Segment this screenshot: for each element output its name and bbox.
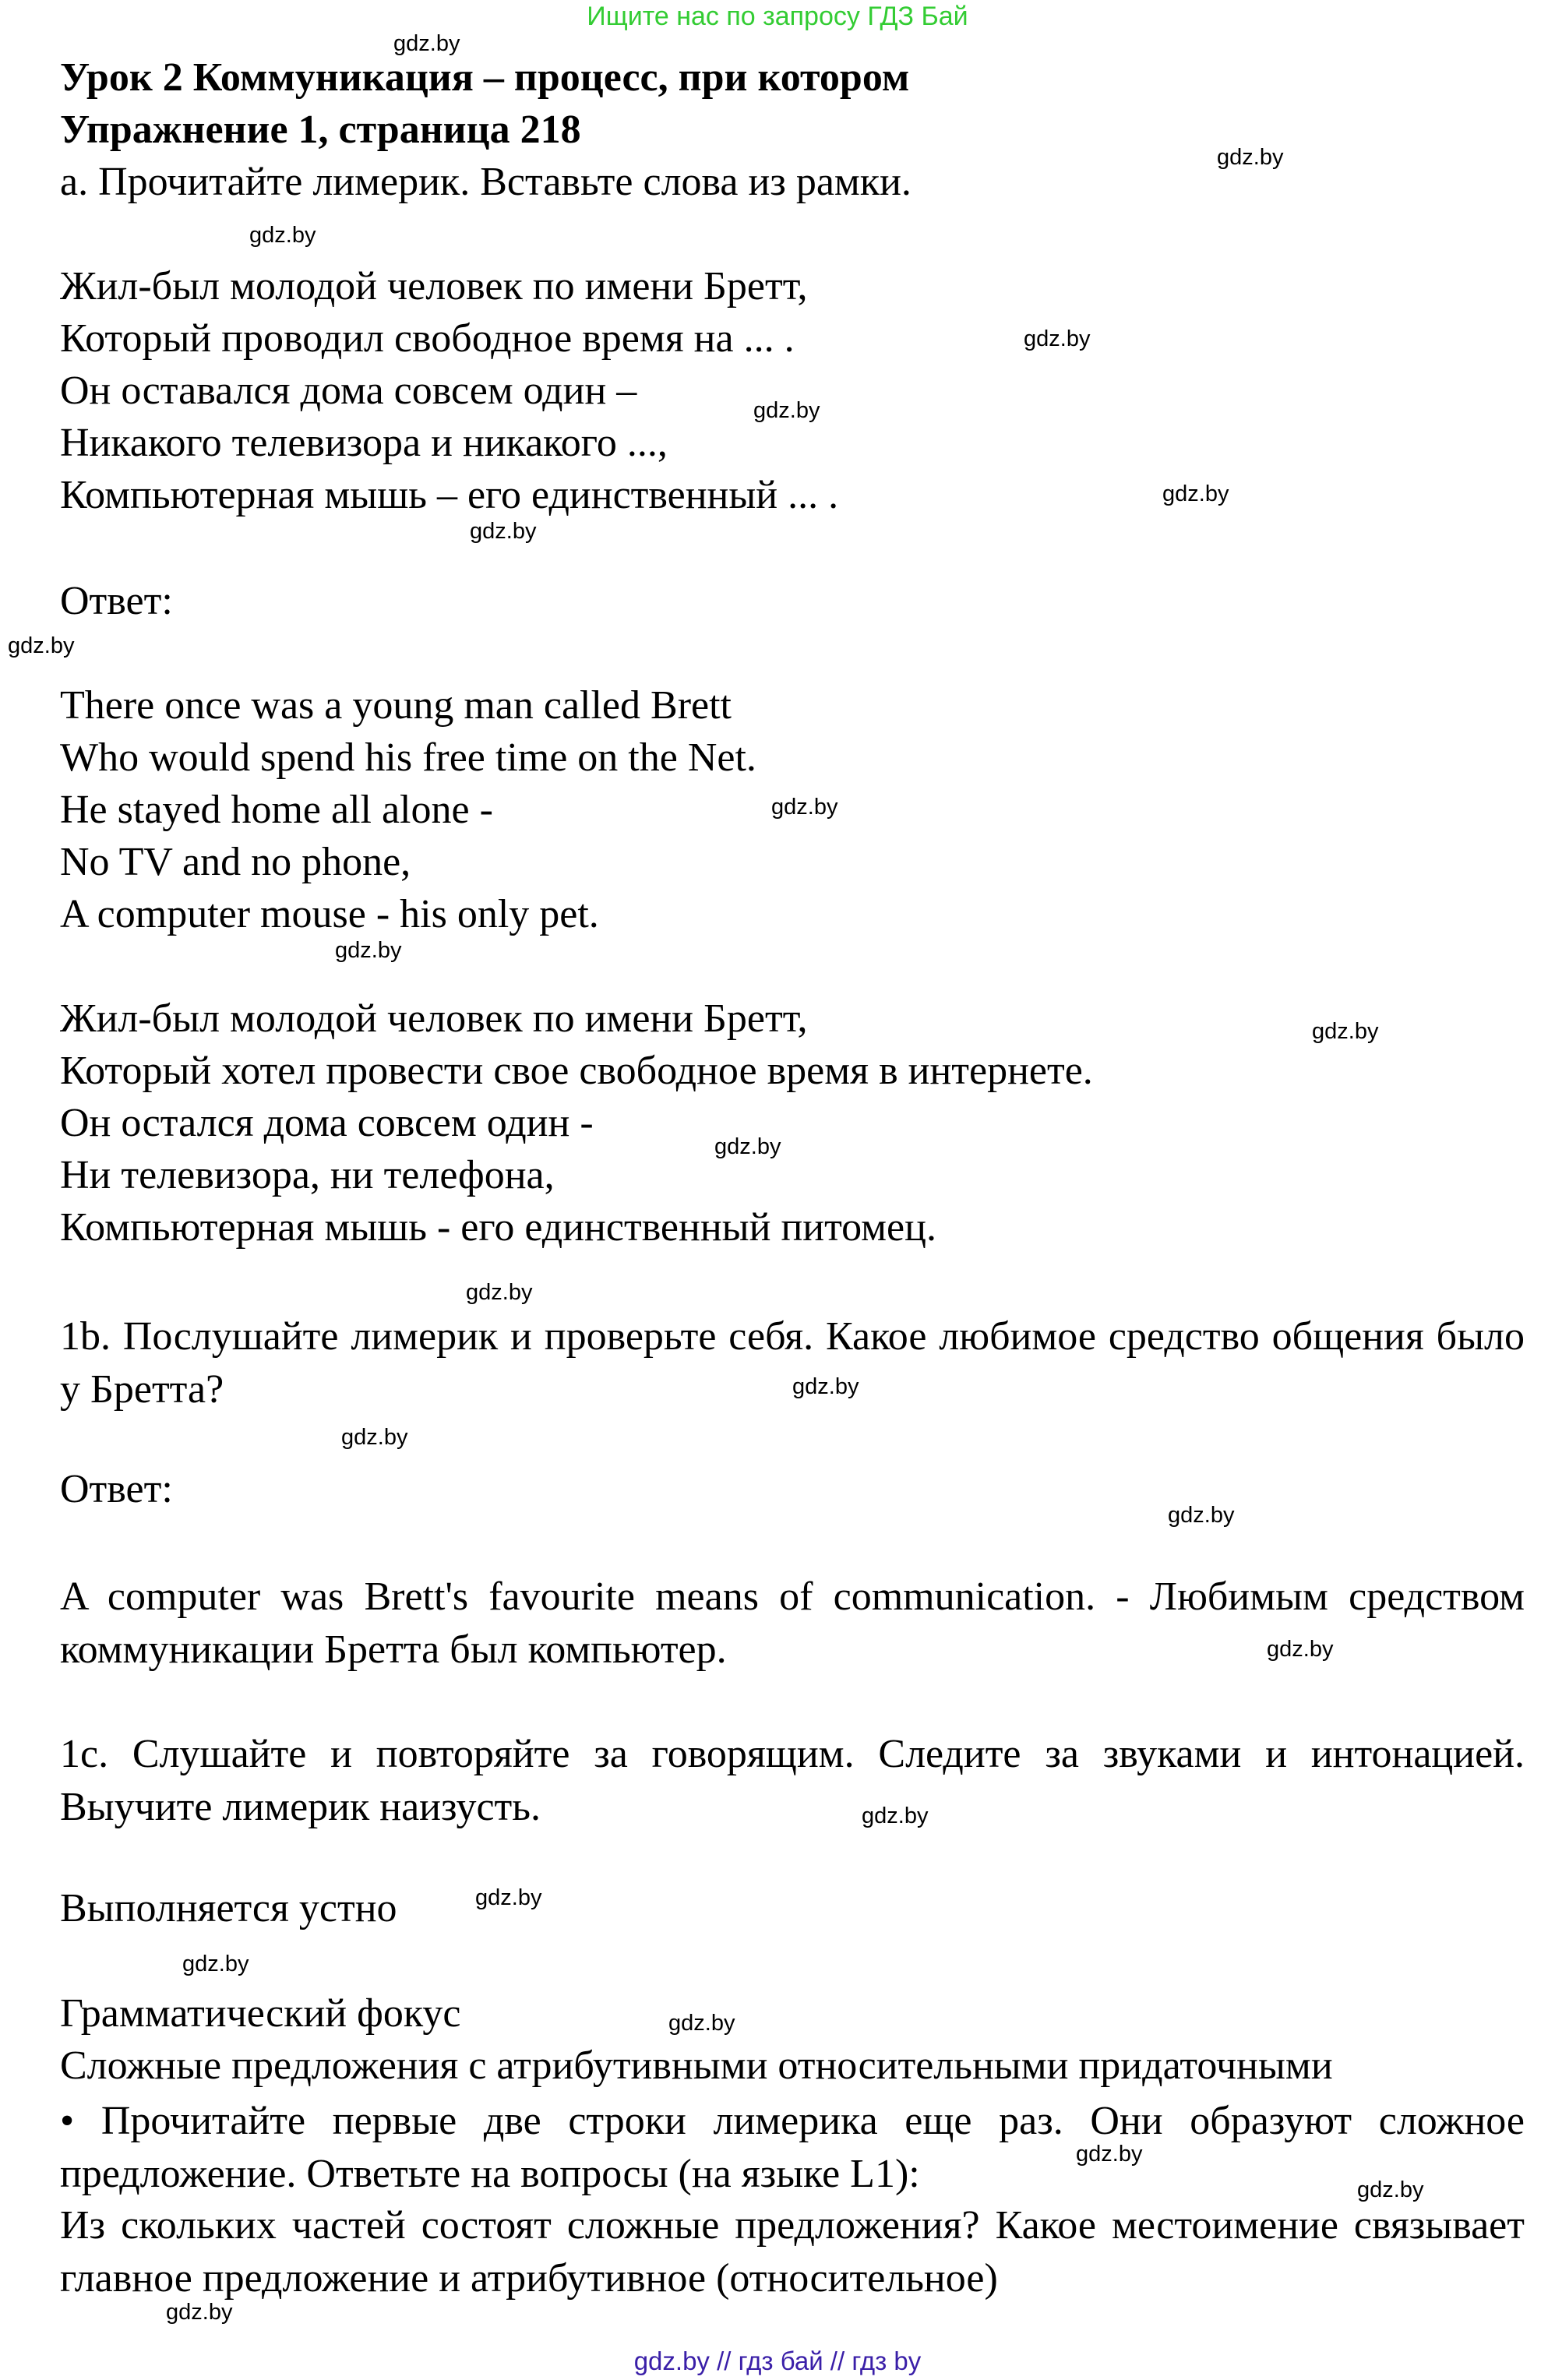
answer-1b: A computer was Brett's favourite means of communication. - Любимым средством коммуникации Бретта был компьютер. xyxy=(60,1574,1525,1672)
watermark: gdz.by xyxy=(341,1425,408,1450)
task-a: а. Прочитайте лимерик. Вставьте слова из рамки. xyxy=(60,160,911,204)
exercise-title: Упражнение 1, страница 218 xyxy=(60,108,581,152)
watermark: gdz.by xyxy=(182,1952,249,1976)
poem-ru-line: Компьютерная мышь – его единственный ... . xyxy=(60,473,839,517)
translation-line: Который хотел провести свое свободное время в интернете. xyxy=(60,1049,1093,1093)
watermark: gdz.by xyxy=(668,2011,735,2036)
watermark: gdz.by xyxy=(335,938,402,963)
watermark: gdz.by xyxy=(249,223,316,248)
watermark: gdz.by xyxy=(470,519,537,544)
poem-ru-line: Он оставался дома совсем один – xyxy=(60,368,637,413)
translation-line: Он остался дома совсем один - xyxy=(60,1101,594,1145)
watermark: gdz.by xyxy=(771,795,838,820)
poem-en-line: There once was a young man called Brett xyxy=(60,683,732,728)
footer-links[interactable]: gdz.by // гдз бай // гдз by xyxy=(633,2347,922,2375)
translation-line: Ни телевизора, ни телефона, xyxy=(60,1153,555,1197)
watermark: gdz.by xyxy=(1312,1019,1379,1044)
translation-line: Жил-был молодой человек по имени Бретт, xyxy=(60,996,808,1041)
watermark: gdz.by xyxy=(792,1374,859,1399)
task-1c: 1с. Слушайте и повторяйте за говорящим. Следите за звуками и интонацией. Выучите лимерик наизусть. xyxy=(60,1732,1525,1829)
poem-ru-line: Никакого телевизора и никакого ..., xyxy=(60,421,668,465)
watermark: gdz.by xyxy=(8,633,75,658)
poem-en-line: He stayed home all alone - xyxy=(60,788,493,832)
poem-ru-line: Жил-был молодой человек по имени Бретт, xyxy=(60,264,808,309)
answer-1b-label: Ответ: xyxy=(60,1467,173,1511)
translation-line: Компьютерная мышь - его единственный питомец. xyxy=(60,1205,936,1250)
grammar-title: Грамматический фокус xyxy=(60,1991,461,2036)
poem-ru-line: Который проводил свободное время на ... . xyxy=(60,316,795,361)
watermark: gdz.by xyxy=(166,2300,233,2325)
grammar-subtitle: Сложные предложения с атрибутивными относительными придаточными xyxy=(60,2043,1333,2088)
watermark: gdz.by xyxy=(1267,1637,1334,1662)
watermark: gdz.by xyxy=(714,1134,781,1159)
watermark: gdz.by xyxy=(753,398,820,423)
watermark: gdz.by xyxy=(1076,2142,1143,2167)
poem-en-line: Who would spend his free time on the Net. xyxy=(60,735,756,780)
watermark: gdz.by xyxy=(475,1885,542,1910)
answer-label: Ответ: xyxy=(60,579,173,623)
task-1b: 1b. Послушайте лимерик и проверьте себя. Какое любимое средство общения было у Бретта? xyxy=(60,1314,1525,1412)
watermark: gdz.by xyxy=(1357,2177,1424,2202)
watermark: gdz.by xyxy=(393,31,460,56)
watermark: gdz.by xyxy=(1168,1503,1235,1528)
poem-en-line: No TV and no phone, xyxy=(60,840,411,884)
grammar-question: Из скольких частей состоят сложные предложения? Какое местоимение связывает главное предложение и атрибутивное (относительное) xyxy=(60,2203,1525,2301)
top-banner[interactable]: Ищите нас по запросу ГДЗ Бай xyxy=(587,2,968,31)
watermark: gdz.by xyxy=(1162,481,1229,506)
grammar-task: • Прочитайте первые две строки лимерика еще раз. Они образуют сложное предложение. Ответьте на вопросы (на языке L1): xyxy=(60,2099,1525,2196)
watermark: gdz.by xyxy=(862,1804,929,1828)
oral-note: Выполняется устно xyxy=(60,1886,397,1930)
watermark: gdz.by xyxy=(1217,145,1284,170)
watermark: gdz.by xyxy=(1024,326,1091,351)
lesson-title: Урок 2 Коммуникация – процесс, при котором xyxy=(60,55,910,100)
poem-en-line: A computer mouse - his only pet. xyxy=(60,892,599,936)
watermark: gdz.by xyxy=(466,1280,533,1305)
